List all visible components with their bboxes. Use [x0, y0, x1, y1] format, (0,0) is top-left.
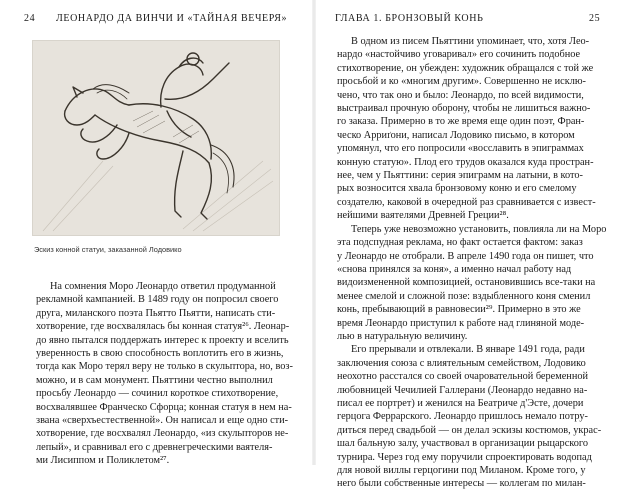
right-running-title: ГЛАВА 1. БРОНЗОВЫЙ КОНЬ	[335, 13, 484, 24]
horse-sketch-illustration	[32, 40, 280, 236]
text-line: рекламной кампанией. В 1489 году он попросил своего	[36, 294, 279, 306]
text-line: турнира. Через год ему поручили спроектировать водопад	[337, 451, 592, 463]
text-line: лепый», и сравнивал его с древнегреческими ваятеля-	[36, 441, 273, 453]
right-body-text	[337, 35, 607, 491]
text-line: заключения союза с влиятельным семейством, Лодовико	[337, 357, 586, 369]
text-line: стихотворение, он убежден: художник обращался с той же	[337, 62, 594, 74]
text-line: конь, пребывающий в равновесии²⁹. Примерно в это же	[337, 304, 581, 316]
text-line: эта подспудная реклама, но факт остается фактом: заказ	[337, 237, 583, 249]
text-line: диться перед свадьбой — он делал эскизы костюмов, украс-	[337, 424, 602, 436]
text-line: рых возносится хвала бронзовому коню и его смелому	[337, 183, 577, 195]
horse-sketch-drawing	[33, 41, 279, 235]
text-line: создателю, каковой в очередной раз сравнивается с извест-	[337, 196, 596, 208]
text-line: ми Лисиппом и Поликлетом²⁷.	[36, 455, 170, 467]
right-page-number: 25	[589, 13, 601, 24]
text-line: выстраивал прочную оборону, чтобы не лишиться важно-	[337, 103, 591, 115]
text-line: просьбой и ко «многим другим». Совершенно не исклю-	[337, 76, 586, 88]
text-line: В одном из писем Пьяттини упоминает, что, хотя Лео-	[351, 36, 590, 47]
text-line: шал бальную залу, участвовал в организации рыцарского	[337, 438, 589, 450]
left-running-title: ЛЕОНАРДО ДА ВИНЧИ И «ТАЙНАЯ ВЕЧЕРЯ»	[56, 13, 288, 24]
text-line: него были собственные интересы — коллегам по милан-	[337, 478, 586, 490]
text-line: «снова принялся за коня», а именно начал работу над	[337, 263, 572, 275]
text-line: до явно пытался поддержать интерес к проекту и вселить	[36, 334, 289, 346]
figure-caption: Эскиз конной статуи, заказанной Лодовико	[34, 245, 182, 254]
text-line: чено, что так оно и было: Леонардо, по всей видимости,	[337, 89, 584, 101]
text-line: видоизмененной композицией, остановившись все-таки на	[337, 277, 596, 289]
text-line: Теперь уже невозможно установить, повлияла ли на Моро	[351, 223, 607, 235]
left-page	[0, 0, 314, 465]
left-page-number: 24	[24, 13, 36, 24]
text-line: друга, миланского поэта Пьятто Пьятти, написать сти-	[36, 307, 276, 319]
text-line: хотворение, где восхвалял Леонардо, «из скульпторов не-	[36, 428, 289, 440]
text-line: конную статую». Плод его трудов оказался куда простран-	[337, 156, 594, 168]
text-line: лью в натуральную величину.	[337, 330, 468, 342]
text-line: го заказа. Примерно в то же время еще один поэт, Фран-	[337, 116, 585, 128]
text-line: восхвалявшее Франческо Сфорца; конная статуя в нем на-	[36, 401, 292, 413]
text-line: нее, чем у Пьяттини: серия эпиграмм на латыни, в кото-	[337, 170, 583, 182]
text-line: нардо «настойчиво уговаривал» его сочинить подобное	[337, 49, 581, 61]
text-line: писал ее портрет) и женился на Беатриче д'Эсте, дочери	[337, 397, 584, 409]
text-line: у Леонардо не отобрали. В апреле 1490 года он пишет, что	[337, 250, 594, 262]
text-line: На сомнения Моро Леонардо ответил продуманной	[50, 281, 276, 292]
text-line: хотворение, где восхвалялась бы конная статуя²⁶. Леонар-	[36, 321, 290, 333]
left-body-text	[36, 280, 293, 468]
text-line: герцога Феррарского. Леонардо пришлось немало потру-	[337, 411, 588, 423]
text-line: ческо Арриґони, написал Лодовико письмо, в котором	[337, 129, 575, 141]
text-line: тогда как Моро терял веру не только в скульптора, но, воз-	[36, 361, 293, 373]
text-line: нейшими ваятелями Древней Греции²⁸.	[337, 210, 509, 222]
right-page	[315, 0, 629, 490]
text-line: можно, и в сам монумент. Пьяттини честно выполнил	[36, 374, 273, 386]
text-line: неохотно расстался со своей очаровательной беременной	[337, 371, 588, 383]
text-line: упомянул, что его попросили «восславить в эпиграммах	[337, 143, 584, 155]
text-line: любовницей Чечилией Галлерани (Леонардо недавно на-	[337, 384, 588, 396]
text-line: звана «сверхъестественной». Он написал и еще одно сти-	[36, 415, 289, 427]
text-line: уверенность в свою способность воплотить его в жизнь,	[36, 348, 284, 360]
text-line: Его прерывали и отвлекали. В январе 1491 года, ради	[351, 344, 585, 356]
text-line: время Леонардо приступил к работе над глиняной моде-	[337, 317, 585, 329]
text-line: просьбу Леонардо — сочинил короткое стихотворение,	[36, 388, 279, 400]
text-line: менее смелой и сложной позе: вздыбленного коня сменил	[337, 290, 591, 302]
text-line: для новой виллы герцогини под Миланом. Кроме того, у	[337, 465, 586, 476]
